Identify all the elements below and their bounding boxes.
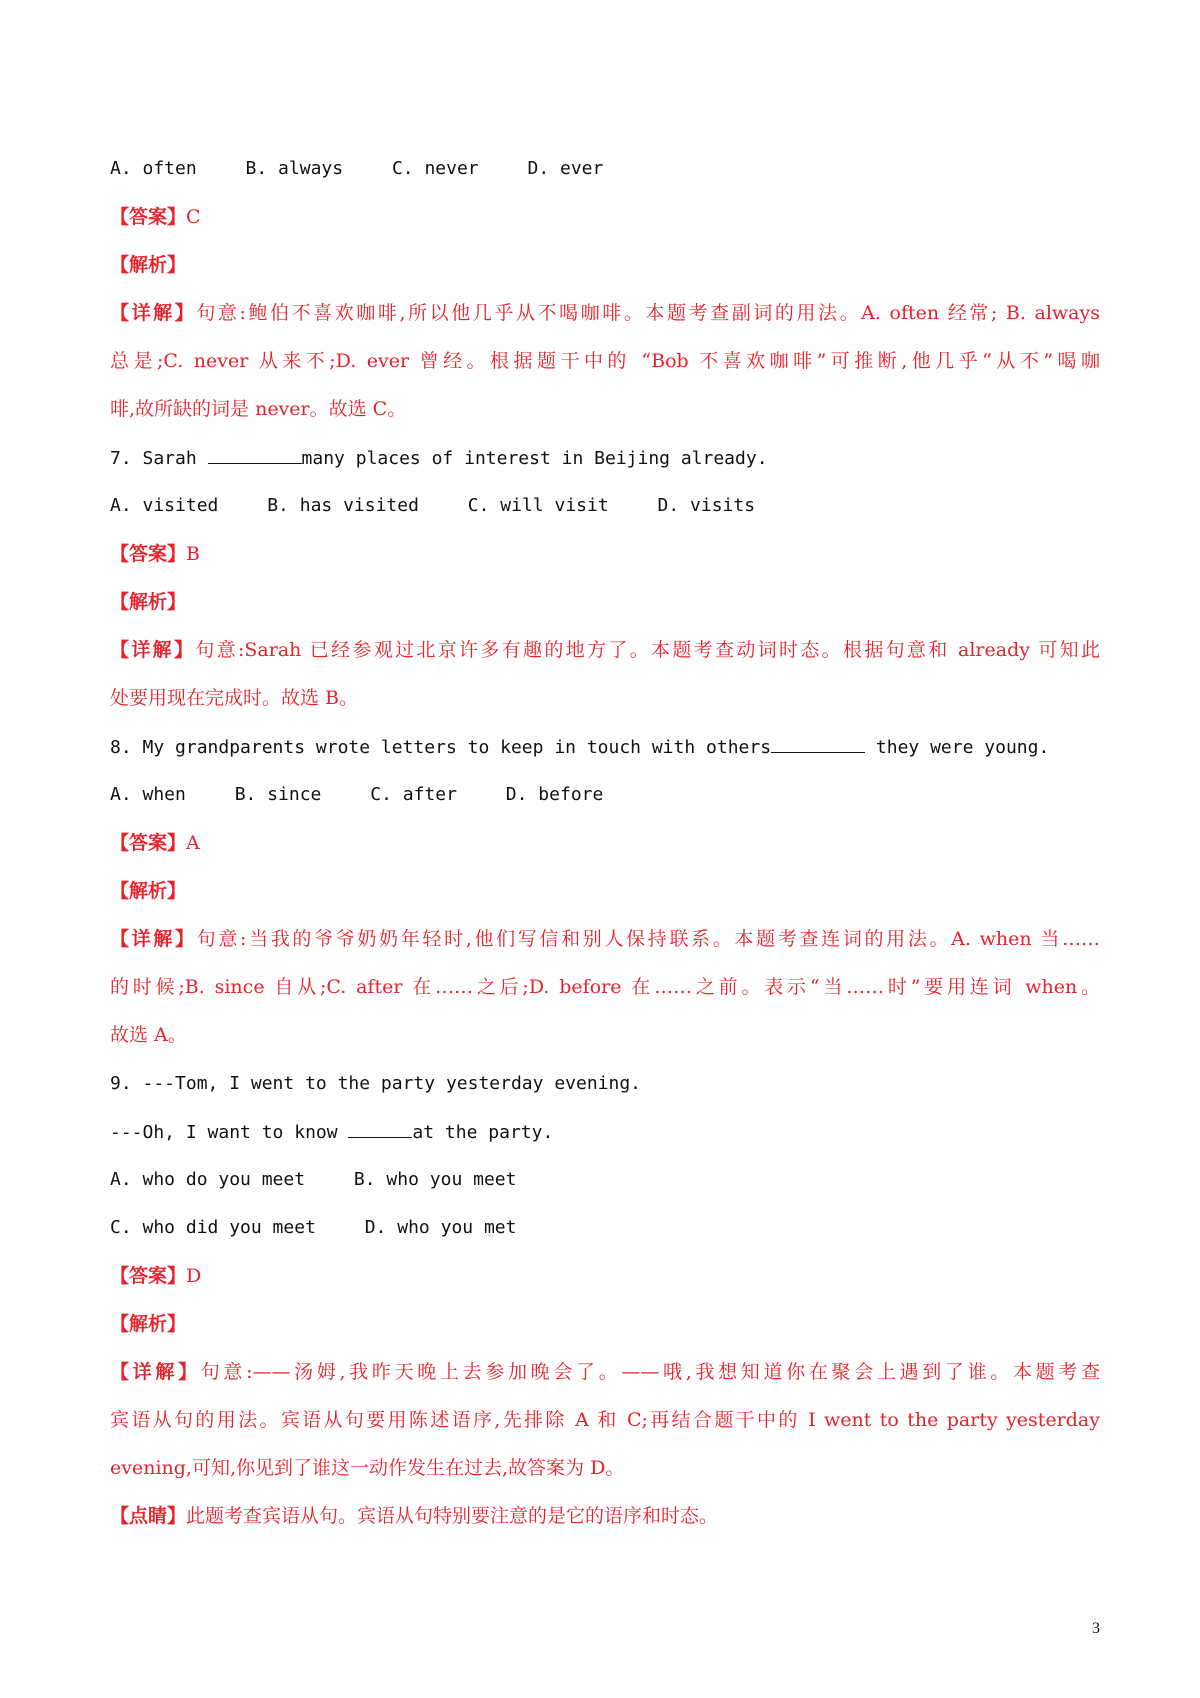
q7-option-c: C. will visit: [467, 495, 609, 516]
q6-answer-tag: 【答案】: [110, 206, 187, 228]
q9-detail-tag: 【详解】: [110, 1361, 201, 1383]
q7-option-b: B. has visited: [267, 495, 419, 516]
q7-detail-text-1: 句意:Sarah 已经参观过北京许多有趣的地方了。本题考查动词时态。根据句意和 already 可知此: [195, 639, 1100, 661]
q6-detail-line-3: 啡,故所缺的词是 never。故选 C。: [110, 398, 407, 420]
q9-detail-line-3: evening,可知,你见到了谁这一动作发生在过去,故答案为 D。: [110, 1457, 625, 1479]
q6-detail-line-2: 总是;C. never 从来不;D. ever 曾经。根据题干中的 “Bob 不喜欢咖啡”可推断,他几乎“从不”喝咖: [110, 350, 1100, 372]
q9-option-a: A. who do you meet: [110, 1169, 306, 1190]
q6-option-d: D. ever: [527, 158, 604, 179]
q9-comment-text: 此题考查宾语从句。宾语从句特别要注意的是它的语序和时态。: [186, 1505, 719, 1527]
q8-detail-text-1: 句意:当我的爷爷奶奶年轻时,他们写信和别人保持联系。本题考查连词的用法。A. when 当……: [196, 928, 1100, 950]
q9-answer: [110, 1263, 1100, 1289]
q7-answer-value: B: [186, 543, 200, 565]
q8-option-c: C. after: [370, 784, 457, 805]
q9-option-b: B. who you meet: [353, 1169, 517, 1190]
q8-options: [110, 782, 1100, 808]
q9-options-row-1: [110, 1167, 1100, 1193]
q8-detail-tag: 【详解】: [110, 928, 197, 950]
q8-answer: [110, 830, 1100, 856]
q9-analysis-tag: 【解析】: [110, 1313, 187, 1335]
q6-answer-value: C: [186, 206, 201, 228]
q6-option-c: C. never: [391, 158, 479, 179]
q9-answer-tag: 【答案】: [110, 1265, 187, 1287]
q9-options-row-2: [110, 1215, 1100, 1241]
q7-stem-after: many places of interest in Beijing already.: [301, 448, 768, 469]
q8-answer-value: A: [186, 832, 200, 854]
q9-comment-tag: 【点睛】: [110, 1505, 187, 1527]
q6-option-a: A. often: [110, 158, 197, 179]
q8-stem-before: 8. My grandparents wrote letters to keep in touch with others: [110, 737, 772, 758]
q6-options: [110, 156, 1100, 182]
q9-detail-line-1: [110, 1359, 1100, 1385]
q9-option-c: C. who did you meet: [110, 1217, 316, 1238]
q9-stem-after: at the party.: [412, 1122, 554, 1143]
q9-stem-line-1: 9. ---Tom, I went to the party yesterday evening.: [110, 1073, 642, 1094]
q6-detail-tag: 【详解】: [110, 302, 197, 324]
q7-options: [110, 493, 1100, 519]
q7-option-d: D. visits: [657, 495, 756, 516]
q9-comment: [110, 1503, 1100, 1529]
q9-detail-line-2: 宾语从句的用法。宾语从句要用陈述语序,先排除 A 和 C;再结合题干中的 I went to the party yesterday: [110, 1409, 1100, 1431]
q6-detail-line-1: [110, 300, 1100, 326]
q7-detail-line-1: [110, 637, 1100, 663]
q6-analysis-tag: 【解析】: [110, 254, 187, 276]
q8-detail-line-1: [110, 926, 1100, 952]
q6-option-b: B. always: [245, 158, 344, 179]
q6-answer: [110, 204, 1100, 230]
q6-detail-text-1: 句意:鲍伯不喜欢咖啡,所以他几乎从不喝咖啡。本题考查副词的用法。A. often 经常; B. always: [196, 302, 1100, 324]
q9-option-d: D. who you met: [364, 1217, 517, 1238]
q7-option-a: A. visited: [110, 495, 219, 516]
q7-answer: [110, 541, 1100, 567]
q7-answer-tag: 【答案】: [110, 543, 187, 565]
q9-blank: [348, 1119, 412, 1138]
q8-option-d: D. before: [505, 784, 604, 805]
q7-stem-before: 7. Sarah: [110, 448, 208, 469]
page-number: 3: [1092, 1620, 1100, 1637]
q8-analysis-tag: 【解析】: [110, 880, 187, 902]
q8-option-a: A. when: [110, 784, 186, 805]
q8-blank: [771, 734, 865, 753]
q8-detail-line-3: 故选 A。: [110, 1024, 187, 1046]
q8-stem-after: they were young.: [865, 737, 1050, 758]
q9-detail-text-1: 句意:——汤姆,我昨天晚上去参加晚会了。——哦,我想知道你在聚会上遇到了谁。本题考查: [200, 1361, 1100, 1383]
q7-stem: [110, 445, 1100, 472]
q8-option-b: B. since: [234, 784, 322, 805]
q7-analysis-tag: 【解析】: [110, 591, 187, 613]
q8-stem: [110, 734, 1100, 761]
q7-detail-line-2: 处要用现在完成时。故选 B。: [110, 687, 359, 709]
q8-detail-line-2: 的时候;B. since 自从;C. after 在……之后;D. before 在……之前。表示“当……时”要用连词 when。: [110, 976, 1100, 998]
q7-detail-tag: 【详解】: [110, 639, 196, 661]
q7-blank: [208, 445, 302, 464]
q8-answer-tag: 【答案】: [110, 832, 187, 854]
q9-stem-before: ---Oh, I want to know: [110, 1122, 349, 1143]
q9-answer-value: D: [186, 1265, 202, 1287]
q9-stem-line-2: [110, 1119, 1100, 1146]
